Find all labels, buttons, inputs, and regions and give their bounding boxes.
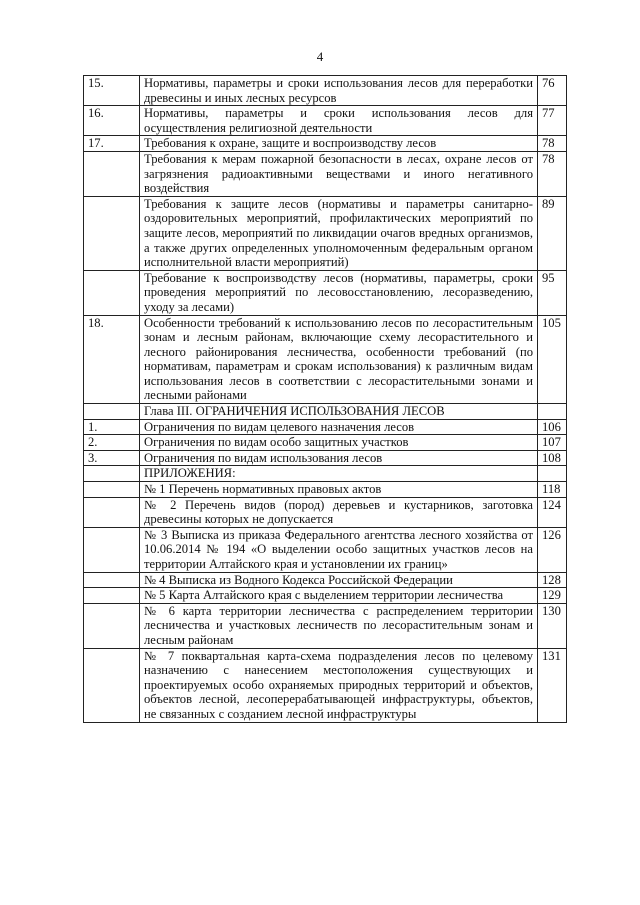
- page-number: 4: [316, 49, 324, 64]
- row-page: [538, 466, 567, 482]
- row-page: 78: [538, 136, 567, 152]
- row-number: 18.: [84, 315, 140, 404]
- contents-row: [84, 270, 567, 315]
- contents-row: [84, 450, 567, 466]
- row-number: 16.: [84, 106, 140, 136]
- row-page: 118: [538, 482, 567, 498]
- row-page: 131: [538, 648, 567, 722]
- row-title: Требования к мерам пожарной безопасности в лесах, охране лесов от загрязнения радиоактивными веществами и иного негативного воздействия: [140, 151, 538, 196]
- row-title: ПРИЛОЖЕНИЯ:: [140, 466, 538, 482]
- contents-table: [83, 75, 567, 723]
- row-page: 107: [538, 435, 567, 451]
- row-title: № 1 Перечень нормативных правовых актов: [140, 482, 538, 498]
- row-title: Требования к охране, защите и воспроизводству лесов: [140, 136, 538, 152]
- row-number: [84, 588, 140, 604]
- row-title: № 2 Перечень видов (пород) деревьев и кустарников, заготовка древесины которых не допускается: [140, 497, 538, 527]
- row-title: Нормативы, параметры и сроки использования лесов для осуществления религиозной деятельности: [140, 106, 538, 136]
- contents-table-body: [84, 76, 567, 723]
- row-page: 78: [538, 151, 567, 196]
- contents-row: [84, 497, 567, 527]
- row-title: № 7 поквартальная карта-схема подразделения лесов по целевому назначению с нанесением местоположения существующих и проектируемых особо охраняемых природных территорий и объектов, объектов лесной, лесоперерабатывающей инфраструктуры, объектов, не связанных с созданием лесной инфраструктуры: [140, 648, 538, 722]
- contents-row: [84, 603, 567, 648]
- row-title: № 3 Выписка из приказа Федерального агентства лесного хозяйства от 10.06.2014 № 194 «О выделении особо защитных участков лесов на территории Алтайского края и установлении их границ»: [140, 527, 538, 572]
- row-title: Глава III. ОГРАНИЧЕНИЯ ИСПОЛЬЗОВАНИЯ ЛЕСОВ: [140, 404, 538, 420]
- contents-row: [84, 588, 567, 604]
- contents-row: [84, 196, 567, 270]
- contents-row: [84, 136, 567, 152]
- row-title: Ограничения по видам использования лесов: [140, 450, 538, 466]
- contents-row: [84, 76, 567, 106]
- row-title: Ограничения по видам целевого назначения лесов: [140, 419, 538, 435]
- row-page: 77: [538, 106, 567, 136]
- contents-row: [84, 106, 567, 136]
- contents-row: [84, 435, 567, 451]
- contents-row: [84, 151, 567, 196]
- row-number: 1.: [84, 419, 140, 435]
- row-title: Ограничения по видам особо защитных участков: [140, 435, 538, 451]
- row-page: [538, 404, 567, 420]
- row-number: [84, 196, 140, 270]
- row-title: Требование к воспроизводству лесов (нормативы, параметры, сроки проведения мероприятий по лесовосстановлению, лесоразведению, уходу за лесами): [140, 270, 538, 315]
- row-number: 15.: [84, 76, 140, 106]
- row-page: 124: [538, 497, 567, 527]
- contents-row: [84, 466, 567, 482]
- contents-row: [84, 648, 567, 722]
- row-page: 129: [538, 588, 567, 604]
- row-page: 108: [538, 450, 567, 466]
- row-number: [84, 527, 140, 572]
- row-page: 130: [538, 603, 567, 648]
- row-title: № 6 карта территории лесничества с распределением территории лесничества и участковых лесничеств по лесорастительным зонам и лесным районам: [140, 603, 538, 648]
- row-number: [84, 404, 140, 420]
- row-page: 89: [538, 196, 567, 270]
- row-page: 95: [538, 270, 567, 315]
- row-page: 106: [538, 419, 567, 435]
- row-number: 17.: [84, 136, 140, 152]
- row-number: [84, 603, 140, 648]
- row-number: [84, 497, 140, 527]
- contents-row: [84, 404, 567, 420]
- row-title: Требования к защите лесов (нормативы и параметры санитарно-оздоровительных мероприятий, профилактических мероприятий по защите лесов, мероприятий по ликвидации очагов вредных организмов, а также других определенных уполномоченным федеральным органом исполнительной власти мероприятий): [140, 196, 538, 270]
- row-title: № 5 Карта Алтайского края с выделением территории лесничества: [140, 588, 538, 604]
- row-number: 3.: [84, 450, 140, 466]
- row-page: 105: [538, 315, 567, 404]
- row-number: [84, 151, 140, 196]
- row-page: 126: [538, 527, 567, 572]
- row-number: [84, 648, 140, 722]
- contents-row: [84, 527, 567, 572]
- row-title: Нормативы, параметры и сроки использования лесов для переработки древесины и иных лесных ресурсов: [140, 76, 538, 106]
- row-page: 128: [538, 572, 567, 588]
- contents-row: [84, 572, 567, 588]
- row-title: Особенности требований к использованию лесов по лесорастительным зонам и лесным районам, включающие схему лесорастительного и лесного районирования лесничества, особенности требований (по нормативам, параметрам и срокам использования) к различным видам использования лесов в соответствии с лесорастительными зонами и лесными районами: [140, 315, 538, 404]
- contents-row: [84, 482, 567, 498]
- row-number: [84, 270, 140, 315]
- row-page: 76: [538, 76, 567, 106]
- contents-row: [84, 419, 567, 435]
- row-number: [84, 572, 140, 588]
- contents-row: [84, 315, 567, 404]
- row-number: 2.: [84, 435, 140, 451]
- row-number: [84, 466, 140, 482]
- row-number: [84, 482, 140, 498]
- row-title: № 4 Выписка из Водного Кодекса Российской Федерации: [140, 572, 538, 588]
